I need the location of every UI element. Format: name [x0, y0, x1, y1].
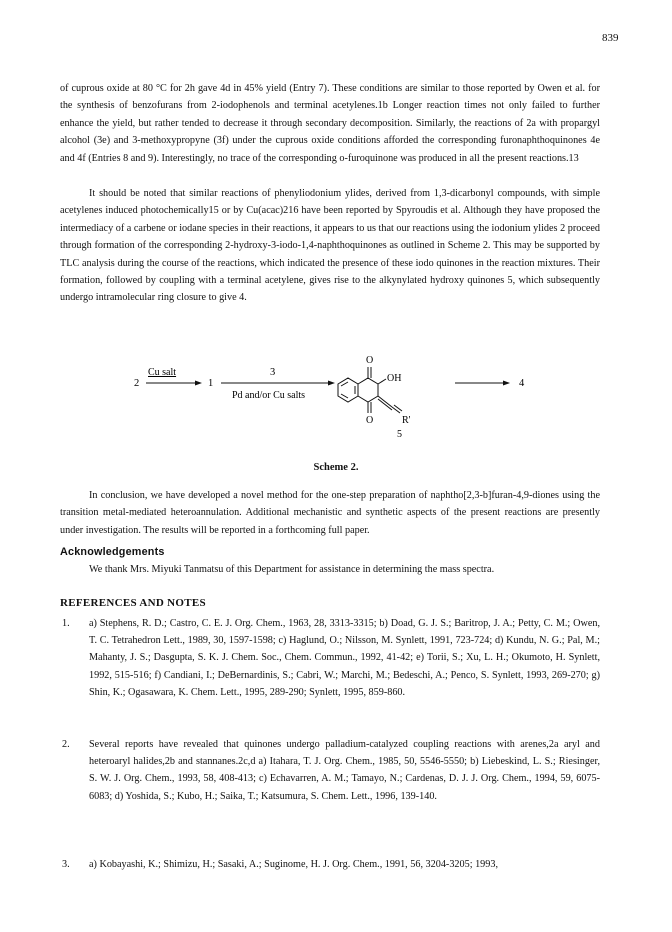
reference-text: a) Kobayashi, K.; Shimizu, H.; Sasaki, A.; Suginome, H. J. Org. Chem., 1991, 56, 3204-3205; 1993,	[89, 859, 498, 870]
scheme-arrow2-reagent: 3	[270, 367, 276, 378]
paragraph-mechanism: It should be noted that similar reactions of phenyliodonium ylides, derived from 1,3-dicarbonyl compounds, with simple acetylenes induced photochemically15 or by Cu(acac)216 have been reported by Spyroudis et al. Although they have proposed the intermediacy of a carbene or iodane species in their reactions, it appears to us that our reactions using the iodonium ylides 2 proceed through formation of the corresponding 2-hydroxy-3-iodo-1,4-naphthoquinones as outlined in Scheme 2. This may be supported by TLC analysis during the course of the reactions, which indicated the presence of these iodo quinones in the reaction mixtures. Their formation, followed by coupling with a terminal acetylene, gives rise to the alkynylated hydroxy quinones 5, which subsequently undergo intramolecular ring closure to give 4.	[60, 188, 600, 304]
reference-number: 3.	[62, 859, 70, 870]
reference-item	[60, 736, 600, 805]
reference-text: a) Stephens, R. D.; Castro, C. E. J. Org. Chem., 1963, 28, 3313-3315; b) Doad, G. J. S.; Baritrop, J. A.; Petty, C. M.; Owen, T. C. Tetrahedron Lett., 1989, 30, 1597-1598; c) Haglund, O.; Nilsson, M. Synlett, 1991, 723-724; d) Kundu, N. G.; Pal, M.; Mahanty, J. S.; Dasgupta, S. K. J. Chem. Soc., Chem. Commun., 1992, 41-42; e) Torii, S.; Xu, L. H.; Okumoto, H. Synlett, 1992, 515-516; f) Candiani, I.; DeBernardinis, S.; Cabri, W.; Marchi, M.; Bedeschi, A.; Penco, S. Synlett, 1993, 269-270; g) Shin, K.; Ogasawara, K. Chem. Lett., 1995, 289-290; Synlett, 1995, 859-860.	[89, 618, 600, 698]
acknowledgements-text: We thank Mrs. Miyuki Tanmatsu of this Department for assistance in determining the mass spectra.	[89, 564, 495, 575]
scheme-arrowhead-1	[195, 381, 202, 386]
scheme-caption: Scheme 2.	[313, 462, 359, 473]
reference-item	[60, 856, 600, 873]
scheme-compound-5: 5	[397, 429, 402, 440]
scheme-arrowhead-3	[503, 381, 510, 386]
paragraph-conclusion: In conclusion, we have developed a novel method for the one-step preparation of naphtho[2,3-b]furan-4,9-diones using the transition metal-mediated heteroannulation. Additional mechanistic and synthetic aspects of the present reactions are presently under investigation. The results will be reported in a forthcoming full paper.	[60, 490, 600, 536]
scheme-arrowhead-2	[328, 381, 335, 386]
scheme-oxygen-top: O	[366, 355, 374, 366]
scheme-arrow2-conditions: Pd and/or Cu salts	[232, 390, 306, 401]
scheme-compound-4: 4	[519, 378, 525, 389]
references-heading: REFERENCES AND NOTES	[60, 597, 206, 609]
scheme-arrow1-label: Cu salt	[148, 367, 177, 378]
scheme-hydroxy-label: OH	[387, 373, 402, 384]
scheme-2-diagram	[110, 343, 550, 463]
scheme-r-prime-label: R'	[402, 415, 411, 426]
reference-item	[60, 615, 600, 701]
acknowledgements-heading: Acknowledgements	[60, 546, 165, 558]
scheme-compound-1: 1	[208, 378, 214, 389]
paragraph-results: of cuprous oxide at 80 °C for 2h gave 4d in 45% yield (Entry 7). These conditions are similar to those reported by Owen et al. for the synthesis of benzofurans from 2-iodophenols and terminal acetylenes.1b Longer reaction times not only failed to further enhance the yield, but rather tended to decrease it through secondary decomposition. Similarly, the reactions of 2a with propargyl alcohol (3e) and 3-methoxypropyne (3f) under the cuprous oxide conditions afforded the corresponding furonaphthoquinones 4e and 4f (Entries 8 and 9). Interestingly, no trace of the corresponding o-furoquinone was produced in all the present reactions.13	[60, 83, 600, 164]
scheme-oxygen-bottom: O	[366, 415, 374, 426]
reference-text: Several reports have revealed that quinones undergo palladium-catalyzed coupling reactions with arenes,2a aryl and heteroaryl halides,2b and stannanes.2c,d a) Itahara, T. J. Org. Chem., 1985, 50, 5546-5550; b) Liebeskind, L. S.; Riesinger, S. W. J. Org. Chem., 1993, 58, 408-413; c) Echavarren, A. M.; Tamayo, N.; Cardenas, D. J. J. Org. Chem., 1994, 59, 6075-6083; d) Yoshida, S.; Kubo, H.; Saika, T.; Katsumura, S. Chem. Lett., 1996, 139-140.	[89, 739, 600, 802]
reference-number: 2.	[62, 739, 70, 750]
reference-number: 1.	[62, 618, 70, 629]
page-number: 839	[602, 32, 619, 44]
scheme-compound-2: 2	[134, 378, 140, 389]
